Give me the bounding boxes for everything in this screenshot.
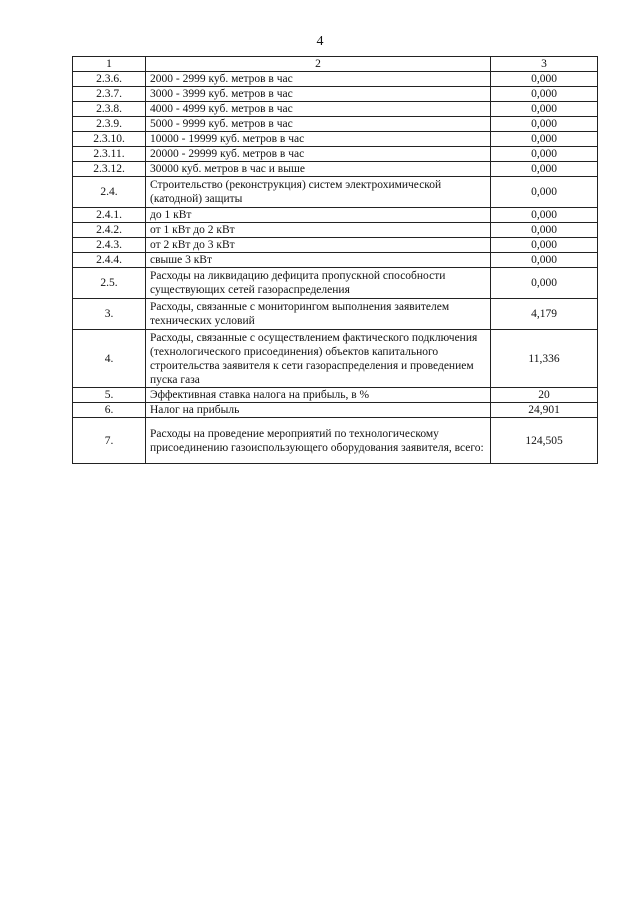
row-number: 2.3.11.	[73, 147, 146, 162]
row-value: 0,000	[491, 223, 598, 238]
table-row	[73, 403, 598, 418]
table-row	[73, 147, 598, 162]
row-name: Расходы, связанные с осуществлением фактического подключения (технологического присоединения) объектов капитального строительства заявителя к сети газораспределения и проведением пуска газа	[146, 330, 491, 388]
table-row	[73, 177, 598, 208]
row-name: Расходы, связанные с мониторингом выполнения заявителем технических условий	[146, 299, 491, 330]
row-number: 6.	[73, 403, 146, 418]
table-row	[73, 87, 598, 102]
table-row	[73, 72, 598, 87]
cost-table	[72, 56, 598, 464]
table-row	[73, 162, 598, 177]
table-row	[73, 268, 598, 299]
row-value: 0,000	[491, 208, 598, 223]
table-row	[73, 418, 598, 464]
row-name: до 1 кВт	[146, 208, 491, 223]
table-row	[73, 388, 598, 403]
row-value: 0,000	[491, 132, 598, 147]
row-value: 0,000	[491, 177, 598, 208]
row-number: 2.3.7.	[73, 87, 146, 102]
row-name: Расходы на проведение мероприятий по технологическому присоединению газоиспользующего оборудования заявителя, всего:	[146, 418, 491, 464]
row-name: Расходы на ликвидацию дефицита пропускной способности существующих сетей газораспределения	[146, 268, 491, 299]
row-value: 24,901	[491, 403, 598, 418]
row-value: 11,336	[491, 330, 598, 388]
row-name: 4000 - 4999 куб. метров в час	[146, 102, 491, 117]
row-value: 0,000	[491, 117, 598, 132]
page-number: 4	[316, 34, 324, 49]
header-col-1: 1	[73, 57, 146, 72]
row-number: 2.3.12.	[73, 162, 146, 177]
row-name: от 2 кВт до 3 кВт	[146, 238, 491, 253]
row-number: 3.	[73, 299, 146, 330]
row-value: 0,000	[491, 147, 598, 162]
row-number: 2.4.2.	[73, 223, 146, 238]
table-row	[73, 132, 598, 147]
row-name: от 1 кВт до 2 кВт	[146, 223, 491, 238]
row-number: 2.3.6.	[73, 72, 146, 87]
row-name: 10000 - 19999 куб. метров в час	[146, 132, 491, 147]
row-value: 124,505	[491, 418, 598, 464]
row-name: 3000 - 3999 куб. метров в час	[146, 87, 491, 102]
row-number: 2.3.8.	[73, 102, 146, 117]
table-row	[73, 253, 598, 268]
row-value: 0,000	[491, 102, 598, 117]
row-number: 4.	[73, 330, 146, 388]
table-row	[73, 102, 598, 117]
table-row	[73, 238, 598, 253]
row-name: 20000 - 29999 куб. метров в час	[146, 147, 491, 162]
row-name: 30000 куб. метров в час и выше	[146, 162, 491, 177]
row-number: 2.4.1.	[73, 208, 146, 223]
table-row	[73, 299, 598, 330]
row-name: 2000 - 2999 куб. метров в час	[146, 72, 491, 87]
table-header-row	[73, 57, 598, 72]
row-value: 0,000	[491, 162, 598, 177]
header-col-3: 3	[491, 57, 598, 72]
row-name: Налог на прибыль	[146, 403, 491, 418]
row-value: 4,179	[491, 299, 598, 330]
table-row	[73, 330, 598, 388]
row-name: Строительство (реконструкция) систем электрохимической (катодной) защиты	[146, 177, 491, 208]
row-value: 20	[491, 388, 598, 403]
row-value: 0,000	[491, 238, 598, 253]
row-value: 0,000	[491, 253, 598, 268]
row-name: 5000 - 9999 куб. метров в час	[146, 117, 491, 132]
row-number: 2.4.4.	[73, 253, 146, 268]
header-col-2: 2	[146, 57, 491, 72]
row-number: 2.5.	[73, 268, 146, 299]
row-number: 7.	[73, 418, 146, 464]
row-value: 0,000	[491, 87, 598, 102]
table-row	[73, 117, 598, 132]
table-row	[73, 208, 598, 223]
row-name: свыше 3 кВт	[146, 253, 491, 268]
row-name: Эффективная ставка налога на прибыль, в %	[146, 388, 491, 403]
row-number: 5.	[73, 388, 146, 403]
row-number: 2.4.3.	[73, 238, 146, 253]
row-value: 0,000	[491, 72, 598, 87]
row-number: 2.4.	[73, 177, 146, 208]
row-number: 2.3.10.	[73, 132, 146, 147]
table-row	[73, 223, 598, 238]
row-number: 2.3.9.	[73, 117, 146, 132]
row-value: 0,000	[491, 268, 598, 299]
